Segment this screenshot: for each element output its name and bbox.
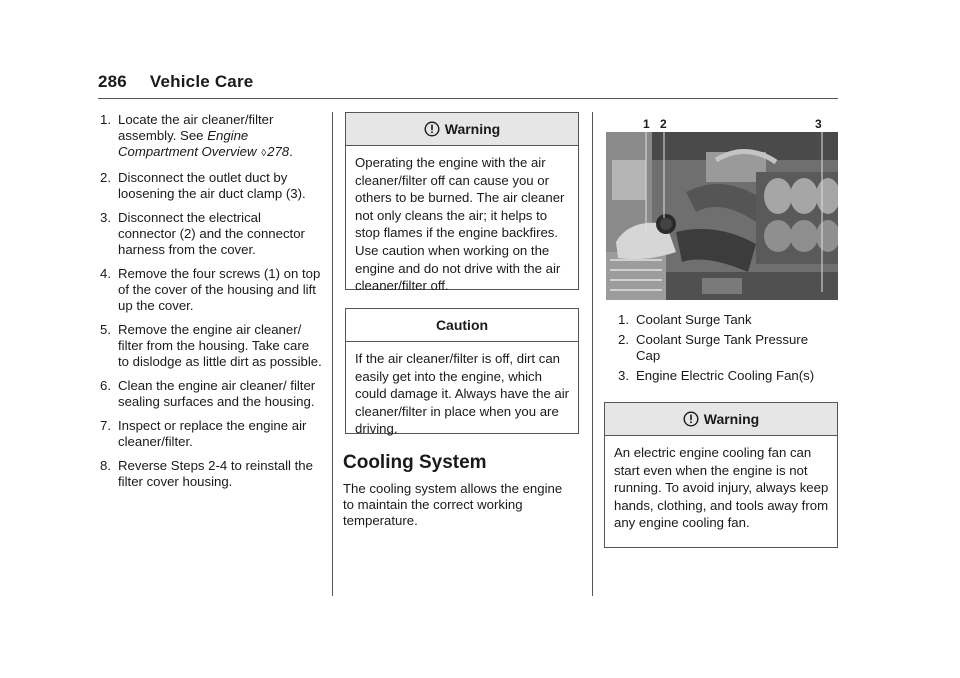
- step-item: [100, 112, 322, 162]
- step-text: Reverse Steps 2-4 to reinstall the filter cover housing.: [118, 458, 313, 489]
- caution-box: [345, 308, 579, 437]
- step-tail: .: [289, 144, 293, 159]
- warning-title: Warning: [703, 411, 760, 427]
- step-number: 8.: [100, 458, 111, 473]
- step-number: 2.: [100, 170, 111, 185]
- column-divider-1: [332, 112, 333, 596]
- step-item: [100, 322, 322, 370]
- warning-text: Operating the engine with the air cleaner/filter off can cause you or others to be burned. The air cleaner not only cleans the air; it helps to stop flames if the engine backfires. Use caution when working on the engine and do not drive with the air cleaner/filter off.: [355, 155, 565, 294]
- step-number: 5.: [100, 322, 111, 337]
- step-number: 3.: [100, 210, 111, 225]
- step-text: Locate the air cleaner/filter assembly. See: [118, 112, 274, 143]
- step-text: Disconnect the outlet duct by loosening the air duct clamp (3).: [118, 170, 306, 201]
- caution-header: [346, 309, 578, 342]
- section-body-text: The cooling system allows the engine to maintain the correct working temperature.: [343, 481, 563, 528]
- legend-text: Coolant Surge Tank: [636, 312, 752, 327]
- engine-illustration: [606, 132, 838, 300]
- section-title: Vehicle Care: [149, 72, 254, 91]
- step-item: [100, 266, 322, 314]
- caution-title: Caution: [435, 317, 489, 333]
- page-number: 286: [98, 72, 127, 91]
- header-rule: [98, 98, 838, 99]
- warning-box-fan: [604, 402, 838, 548]
- column-divider-2: [592, 112, 593, 596]
- engine-compartment-photo: [606, 132, 838, 300]
- legend-number: 2.: [618, 332, 629, 347]
- warning-icon: [683, 411, 699, 427]
- legend-item: [612, 332, 832, 364]
- step-text: Clean the engine air cleaner/ filter sealing surfaces and the housing.: [118, 378, 316, 409]
- legend-text: Coolant Surge Tank Pressure Cap: [636, 332, 809, 363]
- callout-label: 1: [643, 117, 650, 131]
- step-text: Inspect or replace the engine air cleaner/filter.: [118, 418, 307, 449]
- section-heading: Cooling System: [343, 452, 487, 473]
- page-header: [98, 72, 253, 92]
- warning-title: Warning: [444, 121, 501, 137]
- caution-text: If the air cleaner/filter is off, dirt can easily get into the engine, which could damage it. Always have the air cleaner/filter in place when you are driving.: [355, 351, 570, 437]
- cross-reference-page[interactable]: 278: [267, 144, 290, 159]
- cross-reference-link[interactable]: Engine Compartment Overview: [118, 128, 257, 159]
- step-number: 6.: [100, 378, 111, 393]
- step-item: [100, 378, 322, 410]
- warning-box: [345, 112, 579, 294]
- step-text: Disconnect the electrical connector (2) and the connector harness from the cover.: [118, 210, 305, 257]
- legend-item: [612, 312, 832, 328]
- step-text: Remove the four screws (1) on top of the cover of the housing and lift up the cover.: [118, 266, 321, 313]
- step-item: [100, 458, 322, 490]
- legend-number: 3.: [618, 368, 629, 383]
- procedure-steps: [100, 112, 322, 498]
- step-number: 4.: [100, 266, 111, 281]
- legend-text: Engine Electric Cooling Fan(s): [636, 368, 815, 383]
- legend-item: [612, 368, 832, 384]
- figure-legend: [612, 312, 832, 388]
- legend-number: 1.: [618, 312, 629, 327]
- warning-icon: [424, 121, 440, 137]
- callout-label: 3: [815, 117, 822, 131]
- step-item: [100, 170, 322, 202]
- step-item: [100, 418, 322, 450]
- step-number: 7.: [100, 418, 111, 433]
- warning-header: [605, 403, 837, 436]
- warning-text: An electric engine cooling fan can start even when the engine is not running. To avoid injury, always keep hands, clothing, and tools away from any engine cooling fan.: [614, 445, 829, 531]
- callout-label: 2: [660, 117, 667, 131]
- step-text: Remove the engine air cleaner/ filter from the housing. Take care to dislodge as little dirt as possible.: [118, 322, 322, 369]
- page-reference-icon: ◊: [261, 148, 267, 159]
- step-item: [100, 210, 322, 258]
- step-number: 1.: [100, 112, 111, 127]
- warning-header: [346, 113, 578, 146]
